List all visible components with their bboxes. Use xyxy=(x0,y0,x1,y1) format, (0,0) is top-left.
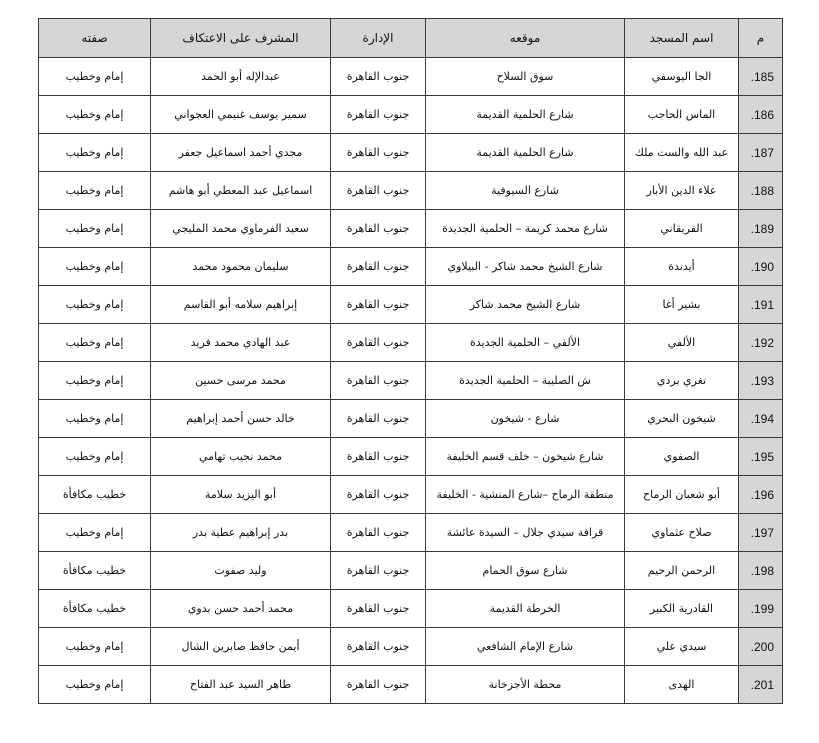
cell-role: خطيب مكافأة xyxy=(39,476,151,514)
cell-administration: جنوب القاهرة xyxy=(331,96,426,134)
cell-supervisor: محمد نجيب تهامي xyxy=(151,438,331,476)
cell-mosque-name: الصفوي xyxy=(625,438,739,476)
cell-location: شارع الحلمية القديمة xyxy=(426,96,625,134)
table-row xyxy=(39,628,783,666)
table-row xyxy=(39,134,783,172)
table-row xyxy=(39,400,783,438)
cell-administration: جنوب القاهرة xyxy=(331,58,426,96)
cell-administration: جنوب القاهرة xyxy=(331,134,426,172)
cell-mosque-name: شيخون البحري xyxy=(625,400,739,438)
cell-role: إمام وخطيب xyxy=(39,400,151,438)
cell-role: إمام وخطيب xyxy=(39,210,151,248)
table-row xyxy=(39,58,783,96)
cell-role: إمام وخطيب xyxy=(39,172,151,210)
cell-location: شارع الإمام الشافعي xyxy=(426,628,625,666)
cell-supervisor: عبدالإله أبو الحمد xyxy=(151,58,331,96)
table-row xyxy=(39,324,783,362)
cell-administration: جنوب القاهرة xyxy=(331,400,426,438)
table-body xyxy=(39,58,783,704)
header-administration: الإدارة xyxy=(331,19,426,58)
table-row xyxy=(39,552,783,590)
cell-location: شارع سوق الحمام xyxy=(426,552,625,590)
cell-supervisor: بدر إبراهيم عطية بدر xyxy=(151,514,331,552)
cell-num: .188 xyxy=(739,172,783,210)
cell-mosque-name: سيدي علي xyxy=(625,628,739,666)
cell-location: شارع محمد كريمة – الحلمية الجديدة xyxy=(426,210,625,248)
cell-location: شارع الشيخ محمد شاكر - البيلاوي xyxy=(426,248,625,286)
cell-num: .198 xyxy=(739,552,783,590)
cell-administration: جنوب القاهرة xyxy=(331,210,426,248)
table-header-row xyxy=(39,19,783,58)
cell-location: شارع الحلمية القديمة xyxy=(426,134,625,172)
cell-supervisor: طاهر السيد عبد الفتاح xyxy=(151,666,331,704)
cell-num: .194 xyxy=(739,400,783,438)
cell-supervisor: محمد مرسى حسين xyxy=(151,362,331,400)
header-role: صفته xyxy=(39,19,151,58)
cell-location: شارع السيوفية xyxy=(426,172,625,210)
cell-location: ش الصليبة – الحلمية الجديدة xyxy=(426,362,625,400)
table-row xyxy=(39,438,783,476)
cell-mosque-name: علاء الدين الأبار xyxy=(625,172,739,210)
cell-role: إمام وخطيب xyxy=(39,58,151,96)
cell-role: إمام وخطيب xyxy=(39,134,151,172)
cell-role: خطيب مكافأة xyxy=(39,590,151,628)
cell-num: .186 xyxy=(739,96,783,134)
header-supervisor: المشرف على الاعتكاف xyxy=(151,19,331,58)
cell-administration: جنوب القاهرة xyxy=(331,172,426,210)
cell-role: إمام وخطيب xyxy=(39,286,151,324)
cell-mosque-name: عبد الله والست ملك xyxy=(625,134,739,172)
cell-supervisor: سعيد الفرماوي محمد المليجي xyxy=(151,210,331,248)
cell-administration: جنوب القاهرة xyxy=(331,514,426,552)
cell-role: إمام وخطيب xyxy=(39,438,151,476)
cell-administration: جنوب القاهرة xyxy=(331,438,426,476)
cell-administration: جنوب القاهرة xyxy=(331,590,426,628)
cell-administration: جنوب القاهرة xyxy=(331,666,426,704)
cell-num: .189 xyxy=(739,210,783,248)
cell-administration: جنوب القاهرة xyxy=(331,248,426,286)
table-row xyxy=(39,362,783,400)
cell-role: إمام وخطيب xyxy=(39,362,151,400)
cell-supervisor: أبو اليزيد سلامة xyxy=(151,476,331,514)
cell-mosque-name: بشير أغا xyxy=(625,286,739,324)
cell-location: قرافة سيدي جلال – السيدة عائشة xyxy=(426,514,625,552)
cell-administration: جنوب القاهرة xyxy=(331,324,426,362)
cell-administration: جنوب القاهرة xyxy=(331,286,426,324)
cell-num: .199 xyxy=(739,590,783,628)
cell-administration: جنوب القاهرة xyxy=(331,362,426,400)
cell-location: شارع الشيخ محمد شاكر xyxy=(426,286,625,324)
cell-num: .191 xyxy=(739,286,783,324)
table-row xyxy=(39,210,783,248)
cell-location: سوق السلاح xyxy=(426,58,625,96)
cell-num: .193 xyxy=(739,362,783,400)
cell-num: .197 xyxy=(739,514,783,552)
header-num: م xyxy=(739,19,783,58)
cell-location: الخرطة القديمة xyxy=(426,590,625,628)
cell-administration: جنوب القاهرة xyxy=(331,476,426,514)
cell-num: .190 xyxy=(739,248,783,286)
cell-num: .192 xyxy=(739,324,783,362)
table-row xyxy=(39,514,783,552)
cell-administration: جنوب القاهرة xyxy=(331,628,426,666)
cell-mosque-name: الفريقاني xyxy=(625,210,739,248)
table-row xyxy=(39,96,783,134)
cell-role: إمام وخطيب xyxy=(39,324,151,362)
cell-num: .196 xyxy=(739,476,783,514)
table-row xyxy=(39,476,783,514)
cell-supervisor: إبراهيم سلامه أبو القاسم xyxy=(151,286,331,324)
cell-administration: جنوب القاهرة xyxy=(331,552,426,590)
cell-supervisor: سليمان محمود محمد xyxy=(151,248,331,286)
cell-role: إمام وخطيب xyxy=(39,666,151,704)
cell-mosque-name: الماس الحاجب xyxy=(625,96,739,134)
cell-num: .201 xyxy=(739,666,783,704)
cell-num: .200 xyxy=(739,628,783,666)
cell-role: خطيب مكافأة xyxy=(39,552,151,590)
cell-mosque-name: الألفي xyxy=(625,324,739,362)
header-mosque-name: اسم المسجد xyxy=(625,19,739,58)
cell-location: شارع - شيخون xyxy=(426,400,625,438)
cell-mosque-name: الهدى xyxy=(625,666,739,704)
cell-location: شارع شيخون – خلف قسم الخليفة xyxy=(426,438,625,476)
cell-num: .185 xyxy=(739,58,783,96)
cell-role: إمام وخطيب xyxy=(39,96,151,134)
cell-location: الألفي – الحلمية الجديدة xyxy=(426,324,625,362)
cell-mosque-name: الجا اليوسفي xyxy=(625,58,739,96)
table-row xyxy=(39,590,783,628)
cell-mosque-name: القادرية الكبير xyxy=(625,590,739,628)
cell-role: إمام وخطيب xyxy=(39,628,151,666)
cell-mosque-name: صلاح عثماوي xyxy=(625,514,739,552)
cell-supervisor: سمير يوسف غنيمي العجواني xyxy=(151,96,331,134)
cell-mosque-name: أبو شعبان الرماح xyxy=(625,476,739,514)
mosque-table xyxy=(38,18,783,704)
cell-supervisor: عبد الهادي محمد فريد xyxy=(151,324,331,362)
cell-location: منطقة الرماح –شارع المنشية - الخليفة xyxy=(426,476,625,514)
cell-location: محطة الأجزخانة xyxy=(426,666,625,704)
cell-supervisor: محمد أحمد حسن بدوي xyxy=(151,590,331,628)
cell-supervisor: وليد صفوت xyxy=(151,552,331,590)
cell-num: .195 xyxy=(739,438,783,476)
table-row xyxy=(39,248,783,286)
cell-mosque-name: تغري بردي xyxy=(625,362,739,400)
cell-supervisor: أيمن حافظ صابرين الشال xyxy=(151,628,331,666)
cell-mosque-name: أيدندة xyxy=(625,248,739,286)
cell-mosque-name: الرحمن الرحيم xyxy=(625,552,739,590)
table-row xyxy=(39,172,783,210)
table-row xyxy=(39,666,783,704)
mosque-table-sheet xyxy=(38,18,782,704)
header-location: موقعه xyxy=(426,19,625,58)
cell-supervisor: خالد حسن أحمد إبراهيم xyxy=(151,400,331,438)
table-row xyxy=(39,286,783,324)
cell-num: .187 xyxy=(739,134,783,172)
cell-supervisor: مجدي أحمد اسماعيل جعفر xyxy=(151,134,331,172)
cell-supervisor: اسماعيل عبد المعطي أبو هاشم xyxy=(151,172,331,210)
cell-role: إمام وخطيب xyxy=(39,248,151,286)
cell-role: إمام وخطيب xyxy=(39,514,151,552)
